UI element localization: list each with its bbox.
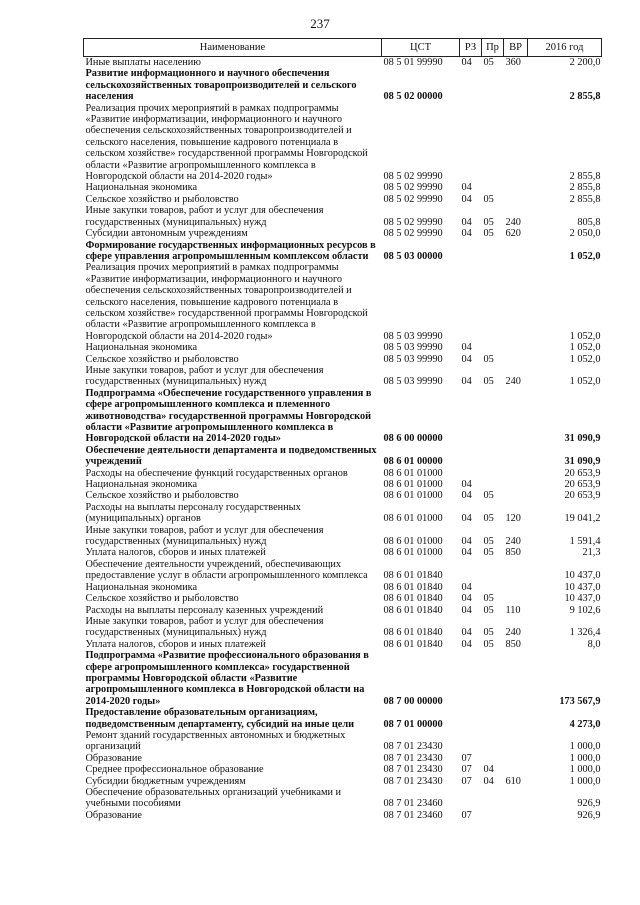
table-body [84, 57, 602, 822]
cell-pr [482, 559, 504, 582]
cell-name: Национальная экономика [85, 182, 198, 194]
cell-sum: 20 653,9 [564, 467, 601, 479]
cell-vr [504, 764, 528, 775]
cell-rz: 07 [461, 752, 472, 764]
cell-name: Расходы на выплаты персоналу казенных учреждений [85, 604, 324, 616]
cell-cst: 08 7 01 00000 [383, 718, 443, 730]
cell-rz: 04 [461, 547, 472, 559]
cell-vr: 240 [505, 627, 521, 639]
cell-name: Реализация прочих мероприятий в рамках подпрограммы «Развитие информатизации, информационного и научного обеспечения сельскохозяйственных товаропроизводителей и сельского населения, повышение кадрового потенциала в сельском хозяйстве» государственной программы Новгородской области «Развитие агропромышленного комплекса в Новгородской области на 2014-2020 годы» [85, 102, 368, 183]
cell-rz: 04 [461, 57, 472, 68]
cell-vr [504, 810, 528, 821]
cell-sum: 805,8 [577, 216, 601, 228]
table-row [84, 639, 602, 650]
cell-vr: 240 [505, 376, 521, 388]
cell-pr [482, 582, 504, 593]
cell-sum: 10 437,0 [564, 570, 601, 582]
cell-vr [504, 753, 528, 764]
cell-cst: 08 7 01 23430 [383, 752, 443, 764]
cell-vr [504, 468, 528, 479]
cell-cst: 08 6 01 01000 [383, 513, 443, 525]
cell-pr [482, 787, 504, 810]
cell-sum: 19 041,2 [564, 513, 601, 525]
cell-name: Субсидии автономным учреждениям [85, 228, 248, 240]
cell-cst: 08 5 01 99990 [383, 57, 443, 68]
table-row [84, 57, 602, 69]
table-header [84, 39, 602, 57]
cell-pr [482, 730, 504, 753]
cell-sum: 9 102,6 [569, 604, 601, 616]
cell-pr: 04 [483, 775, 494, 787]
table-row [84, 342, 602, 353]
cell-name: Обеспечение образовательных организаций учебниками и учебными пособиями [85, 787, 342, 810]
cell-rz [460, 103, 482, 183]
table-row [84, 650, 602, 707]
cell-sum: 10 437,0 [564, 593, 601, 605]
cell-rz [460, 707, 482, 730]
cell-rz: 04 [461, 193, 472, 205]
header-pr: Пр [482, 39, 504, 57]
table-row [84, 502, 602, 525]
cell-cst: 08 6 01 01840 [383, 581, 443, 593]
cell-name: Образование [85, 809, 142, 821]
cell-sum: 1 000,0 [569, 775, 601, 787]
cell-vr [504, 707, 528, 730]
cell-sum: 1 052,0 [569, 330, 601, 342]
cell-cst: 08 6 01 01840 [383, 604, 443, 616]
cell-pr: 05 [483, 216, 494, 228]
cell-name: Национальная экономика [85, 581, 198, 593]
cell-sum: 8,0 [587, 638, 601, 650]
cell-cst: 08 7 01 23460 [383, 798, 443, 810]
table-row [84, 468, 602, 479]
table-row [84, 194, 602, 205]
cell-pr [482, 240, 504, 263]
table-row [84, 776, 602, 787]
cell-rz: 04 [461, 627, 472, 639]
cell-pr [482, 753, 504, 764]
cell-pr [482, 468, 504, 479]
cell-cst: 08 5 02 99990 [383, 216, 443, 228]
cell-name: Реализация прочих мероприятий в рамках подпрограммы «Развитие информатизации, информационного и научного обеспечения сельскохозяйственных товаропроизводителей и сельского населения, повышение кадрового потенциала в сельском хозяйстве» государственной программы Новгородской области «Развитие агропромышленного комплекса в Новгородской области на 2014-2020 годы» [85, 262, 368, 342]
cell-vr: 110 [505, 604, 521, 616]
table-row [84, 365, 602, 388]
cell-rz: 07 [461, 809, 472, 821]
cell-sum: 1 000,0 [569, 741, 601, 753]
cell-rz [460, 388, 482, 445]
cell-name: Иные закупки товаров, работ и услуг для обеспечения государственных (муниципальных) нужд [85, 615, 324, 639]
table-row [84, 547, 602, 558]
cell-name: Уплата налогов, сборов и иных платежей [85, 638, 266, 650]
table-row [84, 68, 602, 102]
cell-pr [482, 68, 504, 102]
cell-cst: 08 5 03 99990 [383, 330, 443, 342]
cell-sum: 1 000,0 [569, 764, 601, 776]
cell-vr: 240 [505, 216, 521, 228]
cell-pr [482, 262, 504, 342]
cell-sum: 926,9 [577, 798, 601, 810]
cell-pr: 05 [483, 638, 494, 650]
cell-vr: 240 [505, 536, 521, 548]
cell-vr [504, 479, 528, 490]
cell-name: Национальная экономика [85, 479, 198, 491]
page-number: 237 [310, 16, 330, 31]
header-name: Наименование [84, 39, 382, 57]
cell-name: Обеспечение деятельности департамента и подведомственных учреждений [85, 444, 377, 468]
cell-pr [482, 103, 504, 183]
cell-cst: 08 6 00 00000 [383, 433, 443, 445]
cell-cst: 08 5 02 99990 [383, 228, 443, 240]
cell-vr: 610 [505, 775, 521, 787]
cell-name: Ремонт зданий государственных автономных и бюджетных организаций [85, 729, 346, 753]
cell-rz: 04 [461, 182, 472, 194]
cell-vr: 120 [505, 513, 521, 525]
cell-name: Среднее профессиональное образование [85, 764, 264, 776]
cell-rz [460, 787, 482, 810]
cell-vr [504, 490, 528, 501]
cell-sum: 2 050,0 [569, 228, 601, 240]
cell-vr [504, 593, 528, 604]
cell-cst: 08 6 01 01840 [383, 638, 443, 650]
cell-cst: 08 7 00 00000 [383, 695, 443, 707]
cell-name: Предоставление образовательным организациям, подведомственным департаменту, субсидий на иные цели [85, 707, 355, 730]
cell-cst: 08 6 01 01840 [383, 593, 443, 605]
cell-pr [482, 182, 504, 193]
cell-pr: 05 [483, 547, 494, 559]
cell-vr [504, 182, 528, 193]
cell-vr [504, 342, 528, 353]
cell-sum: 21,3 [582, 547, 601, 559]
cell-sum: 2 855,8 [569, 171, 601, 183]
cell-name: Подпрограмма «Обеспечение государственного управления в сфере агропромышленного комплекса и племенного животноводства» государственной программы Новгородской области «Развитие агропромышленного комплекса в Новгородской области на 2014-2020 годы» [85, 387, 372, 445]
cell-cst: 08 7 01 23460 [383, 809, 443, 821]
cell-name: Национальная экономика [85, 342, 198, 354]
cell-vr [504, 68, 528, 102]
cell-vr [504, 194, 528, 205]
cell-vr: 850 [505, 638, 521, 650]
cell-pr [482, 445, 504, 468]
cell-sum: 20 653,9 [564, 490, 601, 502]
cell-sum: 1 591,4 [569, 536, 601, 548]
cell-sum: 31 090,9 [564, 433, 601, 445]
cell-sum: 1 052,0 [569, 250, 601, 262]
table-row [84, 605, 602, 616]
cell-pr [482, 388, 504, 445]
header-year: 2016 год [528, 39, 602, 57]
cell-rz [460, 559, 482, 582]
cell-cst: 08 6 01 00000 [383, 456, 443, 468]
table-row [84, 593, 602, 604]
table-row [84, 707, 602, 730]
table-row [84, 730, 602, 753]
cell-name: Расходы на обеспечение функций государственных органов [85, 467, 348, 479]
cell-rz [460, 240, 482, 263]
cell-pr: 05 [483, 604, 494, 616]
table-row [84, 479, 602, 490]
cell-rz: 04 [461, 228, 472, 240]
table-row [84, 228, 602, 239]
cell-sum: 173 567,9 [559, 695, 601, 707]
cell-rz: 04 [461, 536, 472, 548]
cell-name: Иные выплаты населению [85, 57, 202, 68]
header-vr: ВР [504, 39, 528, 57]
table-row [84, 240, 602, 263]
cell-sum: 31 090,9 [564, 456, 601, 468]
table-row [84, 388, 602, 445]
cell-vr [504, 650, 528, 707]
table-row [84, 559, 602, 582]
cell-cst: 08 5 02 00000 [383, 91, 443, 103]
cell-sum: 2 855,8 [569, 193, 601, 205]
cell-cst: 08 6 01 01000 [383, 490, 443, 502]
cell-name: Сельское хозяйство и рыболовство [85, 353, 239, 365]
cell-sum: 4 273,0 [569, 718, 601, 730]
cell-vr [504, 582, 528, 593]
cell-sum: 1 326,4 [569, 627, 601, 639]
cell-vr [504, 388, 528, 445]
cell-rz [460, 730, 482, 753]
cell-cst: 08 6 01 01000 [383, 479, 443, 491]
table-row [84, 787, 602, 810]
table-row [84, 262, 602, 342]
table-row [84, 354, 602, 365]
table-row [84, 182, 602, 193]
cell-name: Обеспечение деятельности учреждений, обеспечивающих предоставление услуг в области агропромышленного комплекса [85, 558, 368, 582]
cell-sum: 2 855,8 [569, 91, 601, 103]
cell-cst: 08 5 03 99990 [383, 376, 443, 388]
cell-name: Иные закупки товаров, работ и услуг для обеспечения государственных (муниципальных) нужд [85, 524, 324, 548]
cell-name: Иные закупки товаров, работ и услуг для обеспечения государственных (муниципальных) нужд [85, 364, 324, 388]
cell-rz: 04 [461, 593, 472, 605]
cell-vr [504, 103, 528, 183]
cell-rz: 07 [461, 775, 472, 787]
cell-pr [482, 650, 504, 707]
cell-pr: 05 [483, 57, 494, 68]
cell-rz: 04 [461, 353, 472, 365]
table-row [84, 810, 602, 821]
cell-rz [460, 650, 482, 707]
cell-sum: 10 437,0 [564, 581, 601, 593]
header-rz: РЗ [460, 39, 482, 57]
cell-pr: 05 [483, 513, 494, 525]
cell-cst: 08 6 01 01000 [383, 467, 443, 479]
cell-vr [504, 262, 528, 342]
cell-rz: 04 [461, 342, 472, 354]
cell-rz: 04 [461, 376, 472, 388]
cell-sum: 1 000,0 [569, 752, 601, 764]
cell-vr [504, 730, 528, 753]
cell-cst: 08 6 01 01000 [383, 536, 443, 548]
table-row [84, 616, 602, 639]
cell-vr [504, 445, 528, 468]
cell-pr [482, 342, 504, 353]
cell-rz: 04 [461, 490, 472, 502]
cell-sum: 926,9 [577, 809, 601, 821]
cell-rz: 04 [461, 581, 472, 593]
cell-pr: 05 [483, 376, 494, 388]
header-cst: ЦСТ [382, 39, 460, 57]
table-row [84, 490, 602, 501]
cell-rz [460, 262, 482, 342]
table-row [84, 205, 602, 228]
table-row [84, 582, 602, 593]
cell-rz [460, 445, 482, 468]
cell-pr [482, 707, 504, 730]
cell-rz: 04 [461, 638, 472, 650]
cell-cst: 08 7 01 23430 [383, 775, 443, 787]
cell-name: Расходы на выплаты персоналу государственных (муниципальных) органов [85, 501, 301, 525]
table-row [84, 103, 602, 183]
cell-vr [504, 240, 528, 263]
cell-name: Сельское хозяйство и рыболовство [85, 490, 239, 502]
cell-sum: 2 855,8 [569, 182, 601, 194]
cell-pr: 05 [483, 228, 494, 240]
cell-sum: 2 200,0 [569, 57, 601, 68]
cell-pr [482, 479, 504, 490]
cell-cst: 08 5 02 99990 [383, 193, 443, 205]
table-row [84, 525, 602, 548]
cell-sum: 1 052,0 [569, 376, 601, 388]
cell-vr: 620 [505, 228, 521, 240]
table-row [84, 753, 602, 764]
cell-rz: 04 [461, 604, 472, 616]
cell-cst: 08 6 01 01840 [383, 627, 443, 639]
cell-rz: 04 [461, 216, 472, 228]
cell-rz [460, 68, 482, 102]
cell-name: Субсидии бюджетным учреждениям [85, 775, 246, 787]
cell-pr: 05 [483, 536, 494, 548]
cell-sum: 1 052,0 [569, 353, 601, 365]
cell-pr: 05 [483, 353, 494, 365]
cell-vr [504, 559, 528, 582]
cell-name: Уплата налогов, сборов и иных платежей [85, 547, 266, 559]
cell-rz: 04 [461, 479, 472, 491]
cell-pr: 05 [483, 627, 494, 639]
cell-name: Подпрограмма «Развитие профессионального образования в сфере агропромышленного комплекса» государственной программы Новгородской области «Развитие агропромышленного комплекса в Новгородской области на 2014-2020 годы» [85, 650, 369, 707]
cell-cst: 08 5 03 00000 [383, 250, 443, 262]
cell-cst: 08 6 01 01000 [383, 547, 443, 559]
cell-vr: 850 [505, 547, 521, 559]
budget-table [83, 38, 602, 821]
cell-cst: 08 5 02 99990 [383, 182, 443, 194]
cell-name: Сельское хозяйство и рыболовство [85, 593, 239, 605]
cell-rz: 04 [461, 513, 472, 525]
table-row [84, 445, 602, 468]
cell-vr [504, 354, 528, 365]
cell-pr: 05 [483, 193, 494, 205]
cell-name: Формирование государственных информационных ресурсов в сфере управления агропромышленным комплексом области [85, 239, 376, 262]
cell-rz: 07 [461, 764, 472, 776]
cell-pr: 05 [483, 593, 494, 605]
cell-vr: 360 [505, 57, 521, 68]
cell-pr [482, 810, 504, 821]
cell-name: Иные закупки товаров, работ и услуг для обеспечения государственных (муниципальных) нужд [85, 205, 324, 228]
cell-cst: 08 7 01 23430 [383, 741, 443, 753]
cell-vr [504, 787, 528, 810]
cell-sum: 1 052,0 [569, 342, 601, 354]
cell-cst: 08 6 01 01840 [383, 570, 443, 582]
cell-cst: 08 5 03 99990 [383, 342, 443, 354]
cell-name: Развитие информационного и научного обеспечения сельскохозяйственных товаропроизводителей и сельского населения [85, 68, 357, 103]
cell-name: Образование [85, 752, 142, 764]
cell-cst: 08 7 01 23430 [383, 764, 443, 776]
cell-sum: 20 653,9 [564, 479, 601, 491]
cell-rz [460, 468, 482, 479]
cell-cst: 08 5 02 99990 [383, 171, 443, 183]
cell-pr: 04 [483, 764, 494, 776]
cell-name: Сельское хозяйство и рыболовство [85, 193, 239, 205]
cell-cst: 08 5 03 99990 [383, 353, 443, 365]
cell-pr: 05 [483, 490, 494, 502]
table-row [84, 764, 602, 775]
